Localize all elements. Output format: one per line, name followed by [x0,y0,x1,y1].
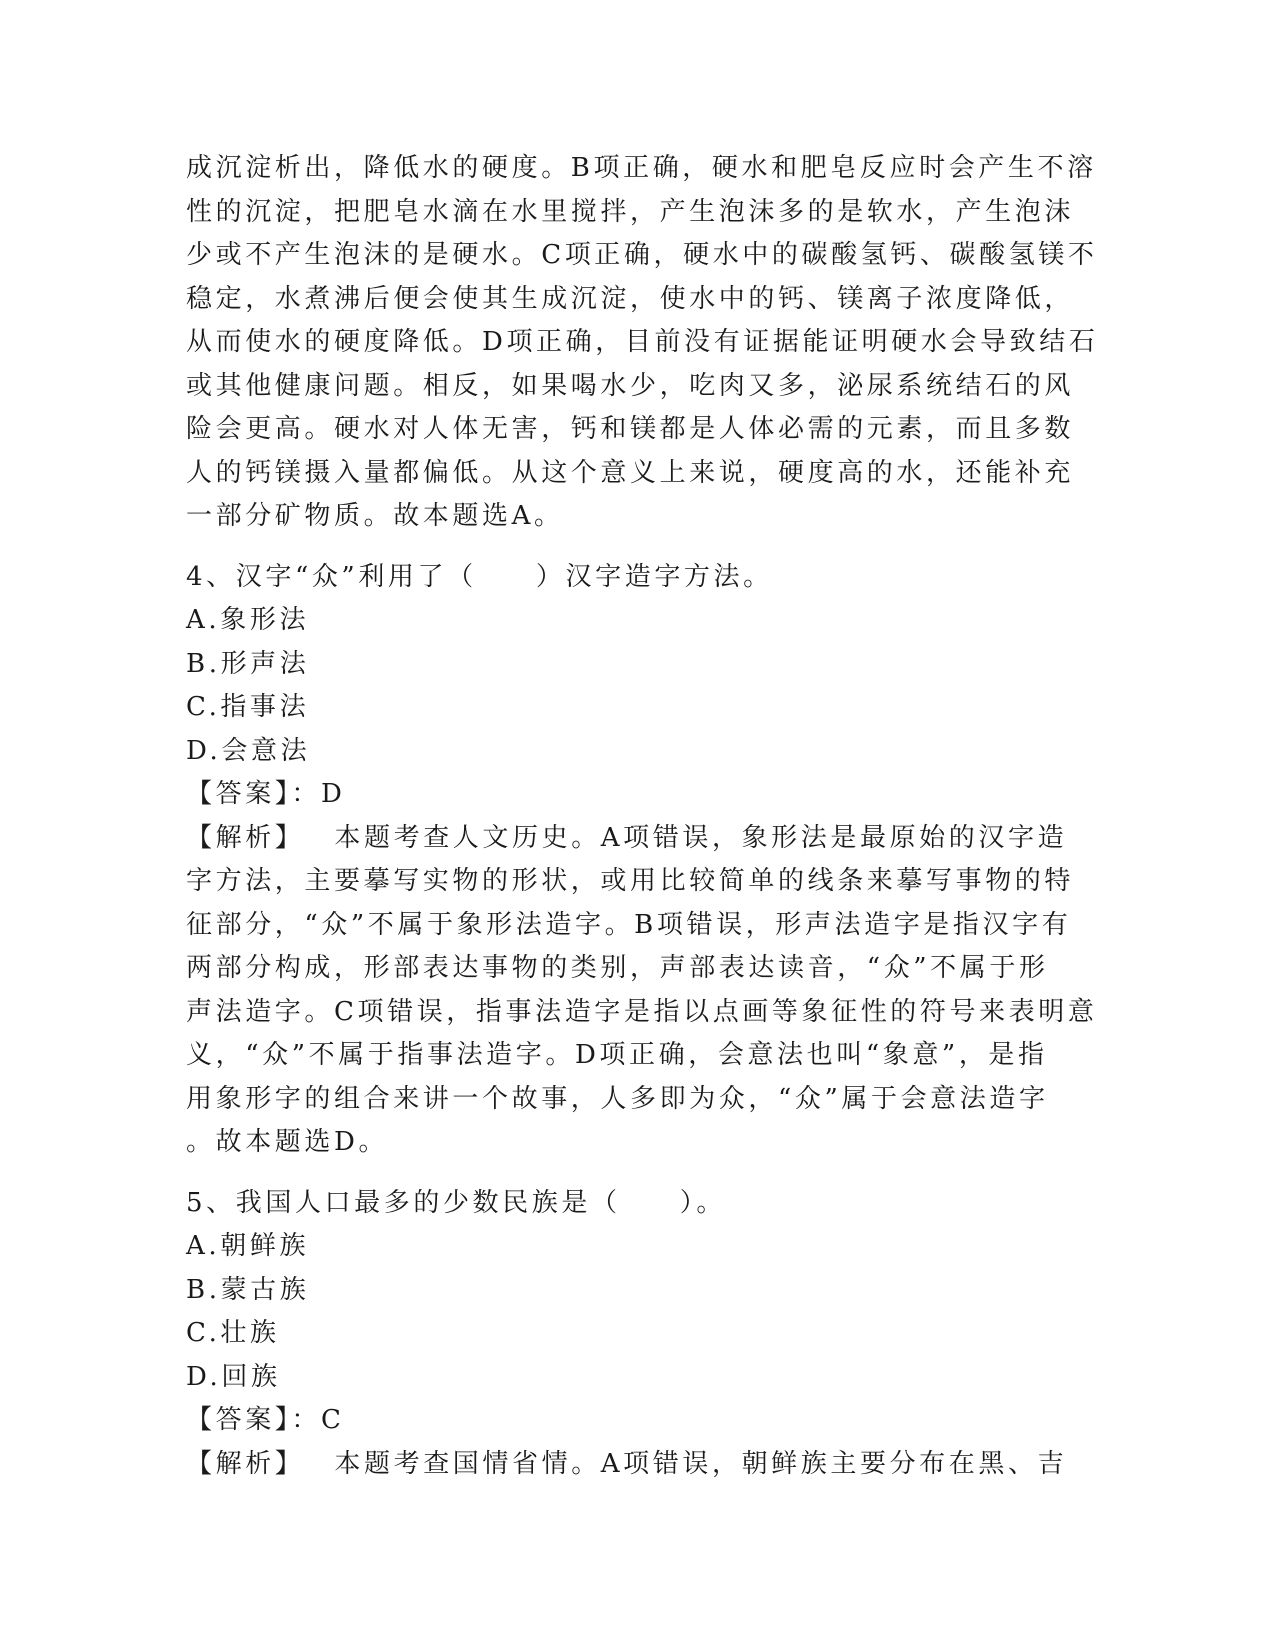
analysis-line: 声法造字。C项错误，指事法造字是指以点画等象征性的符号来表明意 [186,996,1098,1027]
analysis-line: 征部分，“众”不属于象形法造字。B项错误，形声法造字是指汉字有 [186,909,1072,940]
analysis-label: 【解析】 [186,1448,305,1479]
answer-line: 【答案】：C [186,1405,345,1435]
text-line: 险会更高。硬水对人体无害，钙和镁都是人体必需的元素，而且多数 [186,414,1075,444]
text-line: 少或不产生泡沫的是硬水。C项正确，硬水中的碳酸氢钙、碳酸氢镁不 [186,240,1098,270]
spacer [186,1165,1086,1182]
text-line: 从而使水的硬度降低。D项正确，目前没有证据能证明硬水会导致结石 [186,327,1099,357]
analysis-line: 两部分构成，形部表达事物的类别，声部表达读音，“众”不属于形 [186,953,1049,983]
analysis-line: 。故本题选D。 [186,1127,389,1157]
option-c: C.壮族 [186,1318,280,1348]
analysis-first-line [186,1443,1086,1487]
document-page [186,147,1099,1486]
option-a: A.朝鲜族 [186,1231,310,1261]
option-b: B.蒙古族 [186,1274,310,1305]
question-stem: 4、汉字“众”利用了（ ）汉字造字方法。 [186,561,773,592]
question-stem: 5、我国人口最多的少数民族是（ ）。 [186,1187,726,1218]
answer-line: 【答案】：D [186,779,346,809]
analysis-label: 【解析】 [186,822,305,853]
option-b: B.形声法 [186,648,310,679]
analysis-text: 本题考查国情省情。A项错误，朝鲜族主要分布在黑、吉 [334,1448,1068,1479]
option-d: D.会意法 [186,735,311,766]
option-c: C.指事法 [186,692,310,722]
analysis-text: 本题考查人文历史。A项错误，象形法是最原始的汉字造 [334,822,1068,853]
option-a: A.象形法 [186,605,310,635]
text-line: 成沉淀析出，降低水的硬度。B项正确，硬水和肥皂反应时会产生不溶 [186,153,1097,183]
analysis-first-line [186,817,1086,861]
analysis-line: 字方法，主要摹写实物的形状，或用比较简单的线条来摹写事物的特 [186,866,1075,896]
text-line: 或其他健康问题。相反，如果喝水少，吃肉又多，泌尿系统结石的风 [186,370,1075,401]
text-line: 一部分矿物质。故本题选A。 [186,501,564,531]
text-line: 性的沉淀，把肥皂水滴在水里搅拌，产生泡沫多的是软水，产生泡沫 [186,196,1075,227]
option-d: D.回族 [186,1361,281,1392]
question-5 [186,1182,1086,1487]
text-line: 人的钙镁摄入量都偏低。从这个意义上来说，硬度高的水，还能补充 [186,457,1075,488]
analysis-line: 义，“众”不属于指事法造字。D项正确，会意法也叫“象意”，是指 [186,1040,1048,1070]
question-4 [186,556,1098,1165]
analysis-line: 用象形字的组合来讲一个故事，人多即为众，“众”属于会意法造字 [186,1083,1049,1114]
spacer [186,539,1086,556]
text-line: 稳定，水煮沸后便会使其生成沉淀，使水中的钙、镁离子浓度降低， [186,283,1075,314]
previous-analysis-paragraph [186,147,1099,539]
